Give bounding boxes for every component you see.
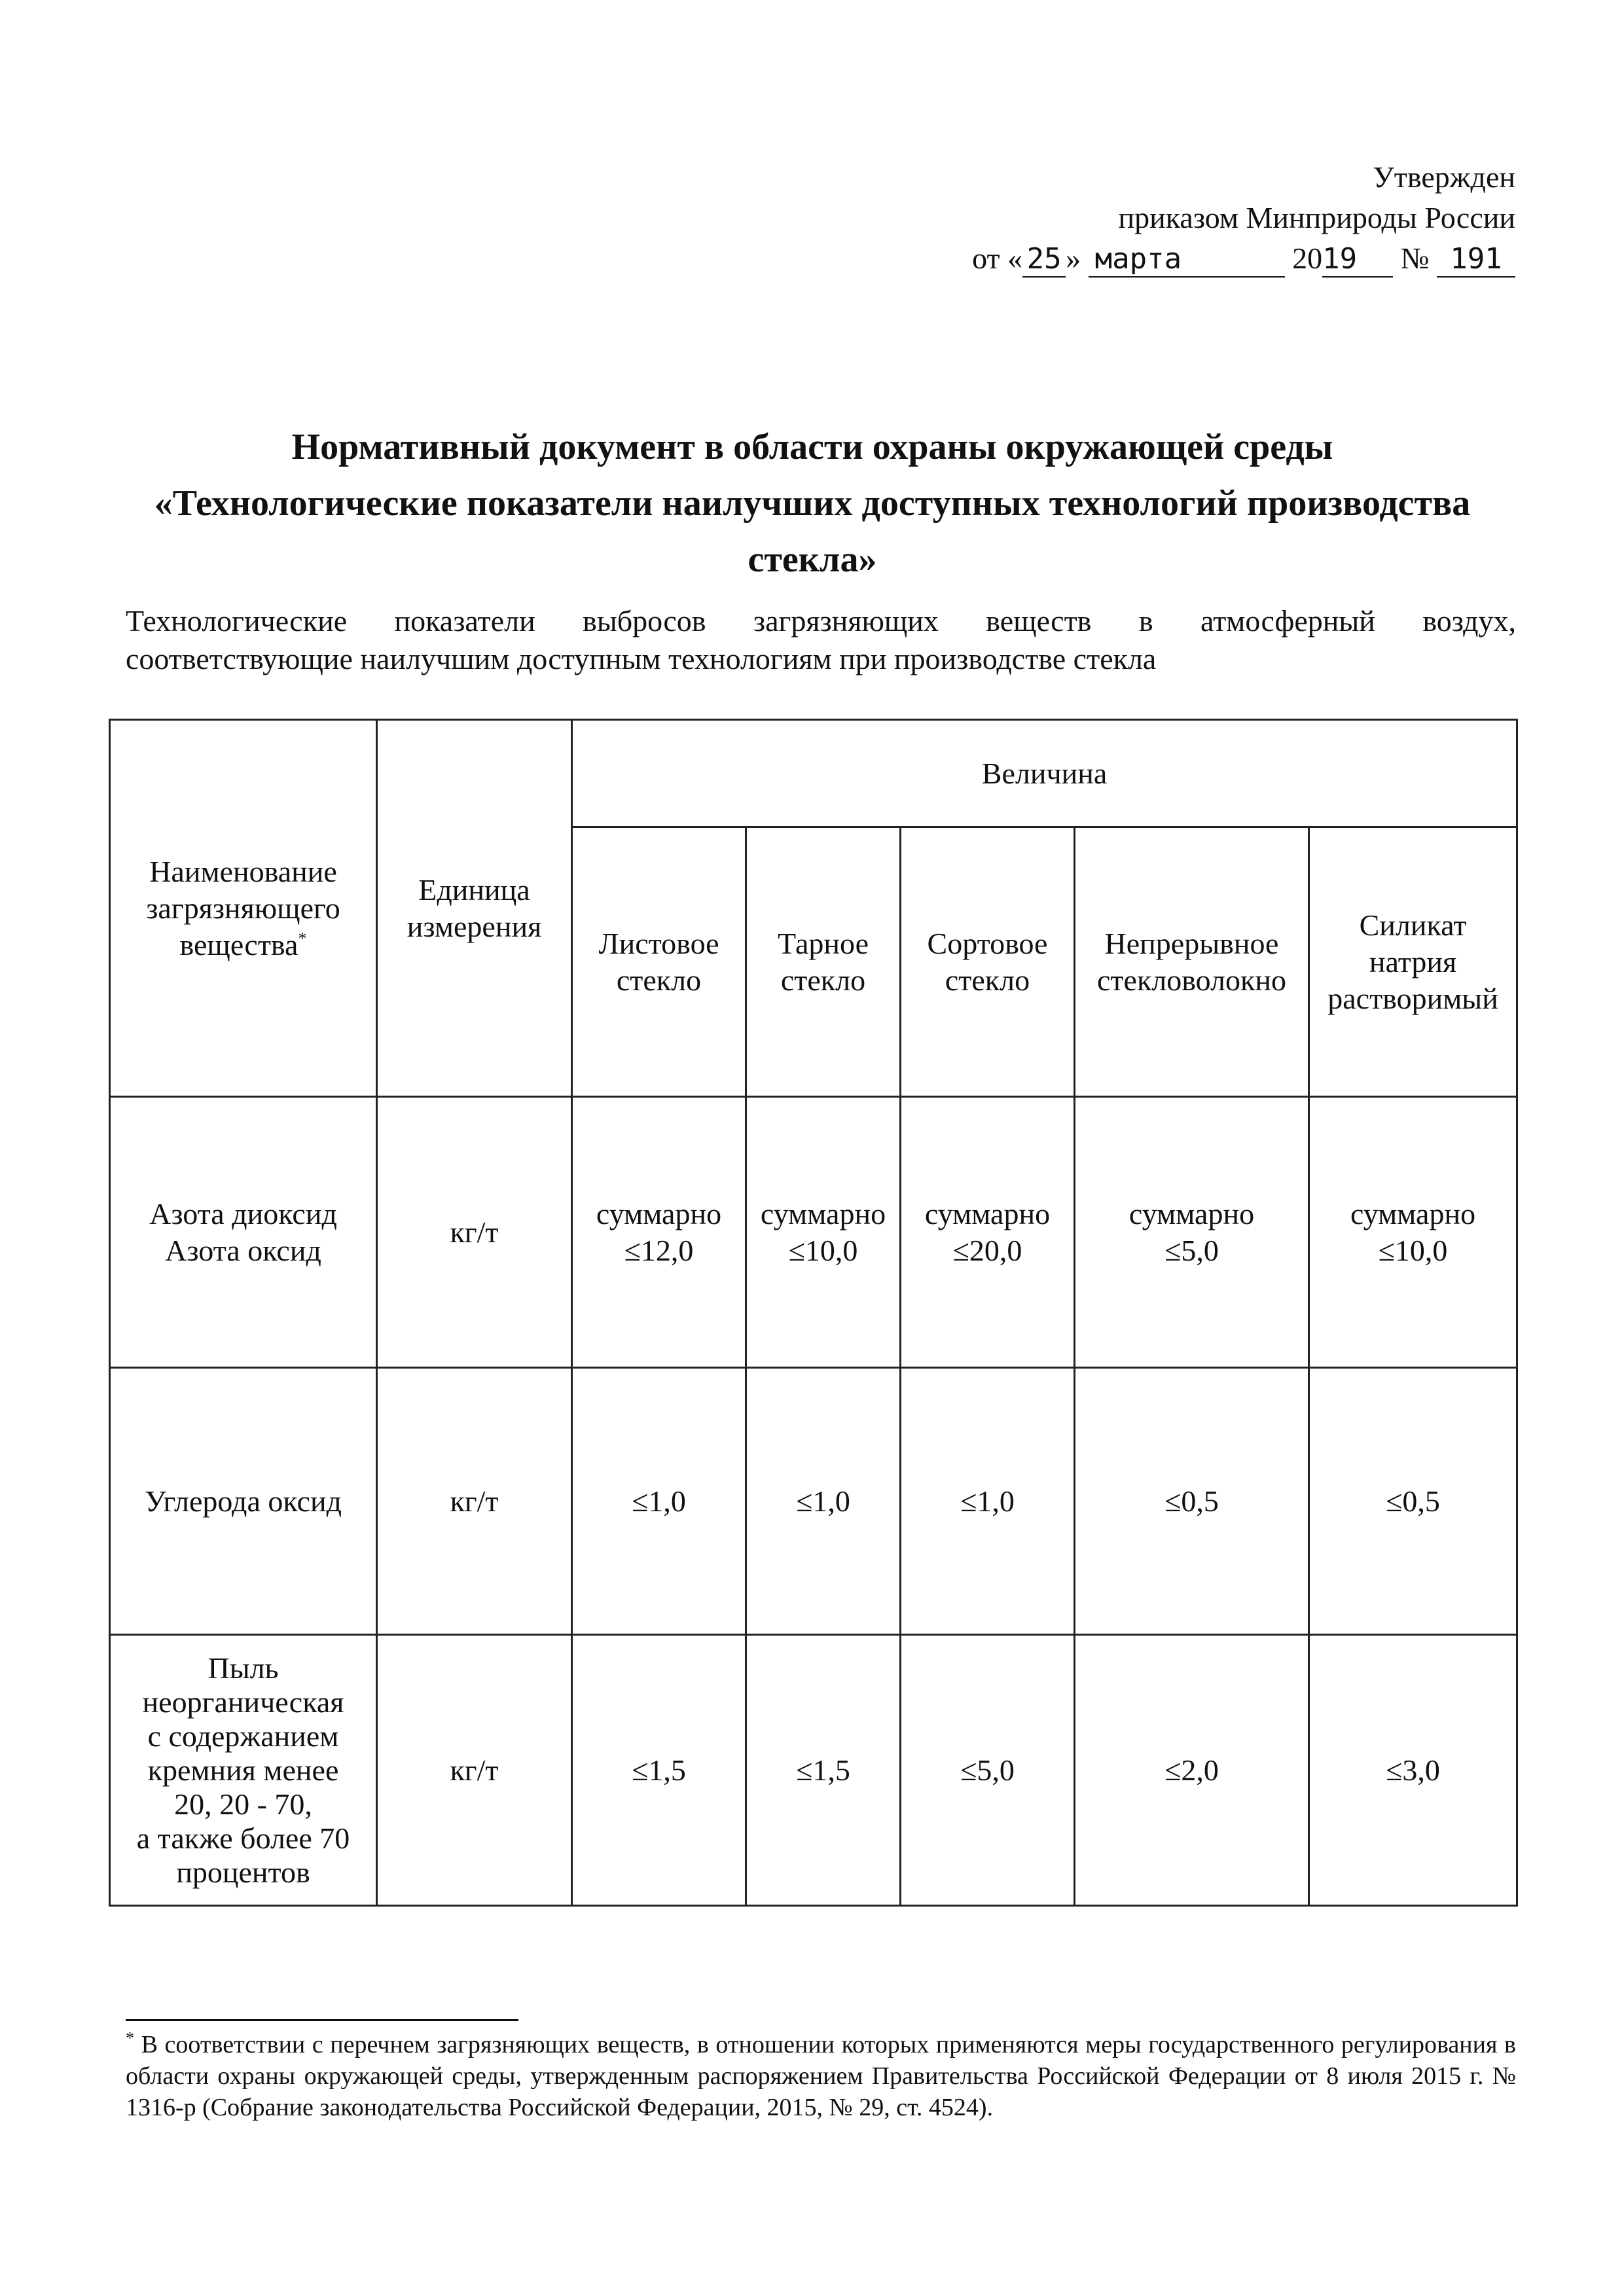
value-cell: ≤1,5 (572, 1635, 746, 1906)
date-year-suffix: 19 (1322, 242, 1393, 278)
approval-date-line (972, 238, 1515, 279)
value-cell: ≤1,5 (746, 1635, 901, 1906)
date-month: марта (1089, 242, 1285, 278)
value-cell: ≤1,0 (572, 1368, 746, 1635)
value-cell: суммарно ≤10,0 (746, 1097, 901, 1368)
value-cell: суммарно ≤20,0 (901, 1097, 1075, 1368)
header-substance: Наименование загрязняющего вещества* (110, 720, 377, 1097)
value-cell: ≤3,0 (1309, 1635, 1517, 1906)
value-cell: ≤5,0 (901, 1635, 1075, 1906)
footnote (126, 2029, 1516, 2123)
value-cell: ≤0,5 (1309, 1368, 1517, 1635)
footnote-divider (126, 2019, 518, 2021)
title-line-2: «Технологические показатели наилучших доступных технологий производства (154, 483, 1471, 524)
emissions-table (109, 719, 1518, 1907)
approval-block (972, 157, 1515, 279)
value-cell: ≤2,0 (1075, 1635, 1309, 1906)
row-unit: кг/т (377, 1635, 572, 1906)
header-row-1 (110, 720, 1517, 827)
date-day-suffix: » (1066, 242, 1081, 275)
intro-paragraph (126, 602, 1516, 678)
value-cell: ≤0,5 (1075, 1368, 1309, 1635)
document-title (109, 419, 1516, 588)
header-col-sodium-silicate: Силикат натрия растворимый (1309, 827, 1517, 1097)
order-number: 191 (1437, 242, 1515, 278)
approval-title: Утвержден (1373, 160, 1515, 194)
intro-line-2: соответствующие наилучшим доступным технологиям при производстве стекла (126, 642, 1157, 675)
number-label: № (1400, 242, 1430, 275)
approval-order: приказом Минприроды России (1118, 201, 1515, 234)
date-prefix: от « (972, 242, 1023, 275)
date-year-prefix: 20 (1292, 242, 1323, 275)
header-value-group: Величина (572, 720, 1517, 827)
footnote-mark: * (298, 929, 307, 948)
footnote-text: В соответствии с перечнем загрязняющих веществ, в отношении которых применяются меры государственного регулирования в области охраны окружающей среды, утвержденным распоряжением Правительства Российской Федерации от 8 июля 2015 г. № 1316-р (Собрание законодательства Российской Федерации, 2015, № 29, ст. 4524). (126, 2031, 1516, 2121)
row-name: Углерода оксид (110, 1368, 377, 1635)
intro-line-1: Технологические показатели выбросов загрязняющих веществ в атмосферный воздух, (126, 604, 1516, 637)
title-line-1: Нормативный документ в области охраны окружающей среды (291, 427, 1333, 467)
value-cell: ≤1,0 (901, 1368, 1075, 1635)
title-line-3: стекла» (748, 539, 877, 580)
table-row (110, 1368, 1517, 1635)
row-unit: кг/т (377, 1368, 572, 1635)
header-col-sheet-glass: Листовое стекло (572, 827, 746, 1097)
value-cell: суммарно ≤10,0 (1309, 1097, 1517, 1368)
table-row (110, 1097, 1517, 1368)
row-unit: кг/т (377, 1097, 572, 1368)
table-row (110, 1635, 1517, 1906)
header-col-glass-fiber: Непрерывное стекловолокно (1075, 827, 1309, 1097)
header-unit: Единица измерения (377, 720, 572, 1097)
footnote-mark: * (126, 2028, 134, 2048)
value-cell: суммарно ≤12,0 (572, 1097, 746, 1368)
header-col-container-glass: Тарное стекло (746, 827, 901, 1097)
date-day: 25 (1022, 242, 1066, 278)
value-cell: суммарно ≤5,0 (1075, 1097, 1309, 1368)
row-name: Азота диоксид Азота оксид (110, 1097, 377, 1368)
header-col-tableware-glass: Сортовое стекло (901, 827, 1075, 1097)
value-cell: ≤1,0 (746, 1368, 901, 1635)
row-name: Пыль неорганическая с содержанием кремния менее 20, 20 - 70, а также более 70 процентов (110, 1635, 377, 1906)
